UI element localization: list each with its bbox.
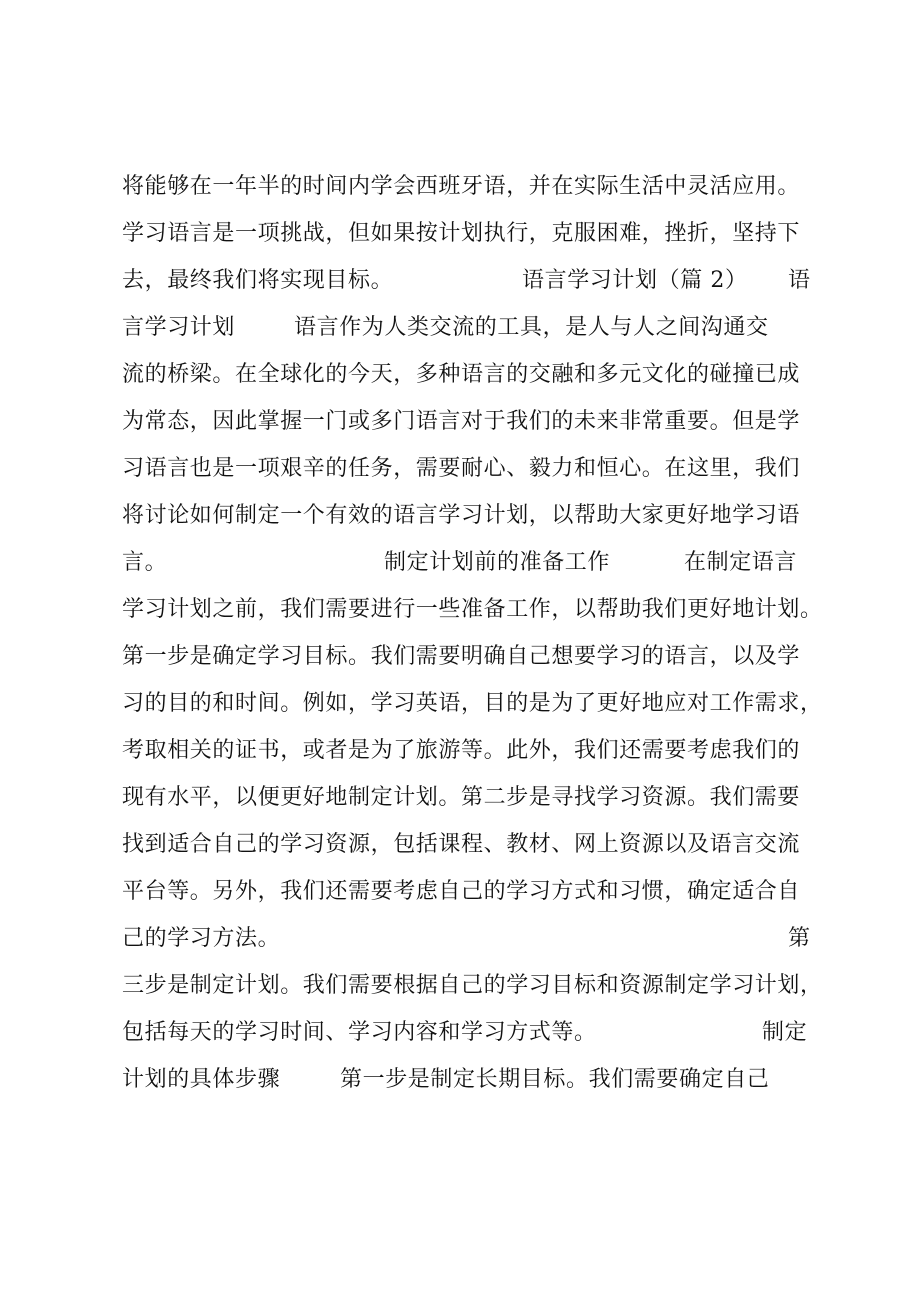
- text-segment: 第: [788, 926, 811, 951]
- section-heading-steps-cont: 计划的具体步骤: [122, 1067, 281, 1092]
- text-line-9: [122, 548, 822, 578]
- text-line-17: [122, 924, 822, 954]
- text-line-7: 习语言也是一项艰辛的任务，需要耐心、毅力和恒心。在这里，我们: [122, 456, 801, 481]
- text-line-15: 找到适合自己的学习资源，包括课程、教材、网上资源以及语言交流: [122, 832, 801, 857]
- text-line-10: 学习计划之前，我们需要进行一些准备工作，以帮助我们更好地计划。: [122, 597, 823, 622]
- section-subtitle: 言学习计划: [122, 315, 236, 340]
- text-line-3: [122, 266, 822, 296]
- text-line-16: 平台等。另外，我们还需要考虑自己的学习方式和习惯，确定适合自: [122, 879, 801, 904]
- section-heading-preparation: 制定计划前的准备工作: [384, 550, 611, 575]
- text-line-4: [122, 313, 822, 343]
- text-segment: 己的学习方法。: [122, 926, 281, 951]
- text-line-13: 考取相关的证书，或者是为了旅游等。此外，我们还需要考虑我们的: [122, 738, 801, 763]
- text-segment: 第一步是制定长期目标。我们需要确定自己: [340, 1067, 770, 1092]
- text-segment: 去，最终我们将实现目标。: [122, 268, 394, 293]
- text-line-14: 现有水平，以便更好地制定计划。第二步是寻找学习资源。我们需要: [122, 785, 801, 810]
- text-line-20: [122, 1065, 822, 1095]
- text-line-18: 三步是制定计划。我们需要根据自己的学习目标和资源制定学习计划，: [122, 973, 823, 998]
- text-line-1: 将能够在一年半的时间内学会西班牙语，并在实际生活中灵活应用。: [122, 174, 801, 199]
- text-line-5: 流的桥梁。在全球化的今天，多种语言的交融和多元文化的碰撞已成: [122, 362, 801, 387]
- text-segment: 包括每天的学习时间、学习内容和学习方式等。: [122, 1020, 597, 1045]
- text-line-8: 将讨论如何制定一个有效的语言学习计划，以帮助大家更好地学习语: [122, 503, 801, 528]
- text-segment: 言。: [122, 550, 168, 575]
- section-heading-plan-2: 语言学习计划（篇 2）: [522, 268, 748, 293]
- text-line-11: 第一步是确定学习目标。我们需要明确自己想要学习的语言，以及学: [122, 644, 801, 669]
- text-line-12: 习的目的和时间。例如，学习英语，目的是为了更好地应对工作需求，: [122, 691, 823, 716]
- section-heading-steps: 制定: [762, 1020, 808, 1045]
- text-segment: 语: [788, 268, 811, 293]
- text-segment: 在制定语言: [684, 550, 798, 575]
- text-segment: 语言作为人类交流的工具，是人与人之间沟通交: [294, 315, 769, 340]
- text-line-2: 学习语言是一项挑战，但如果按计划执行，克服困难，挫折，坚持下: [122, 221, 801, 246]
- text-line-19: [122, 1018, 822, 1048]
- text-line-6: 为常态，因此掌握一门或多门语言对于我们的未来非常重要。但是学: [122, 409, 801, 434]
